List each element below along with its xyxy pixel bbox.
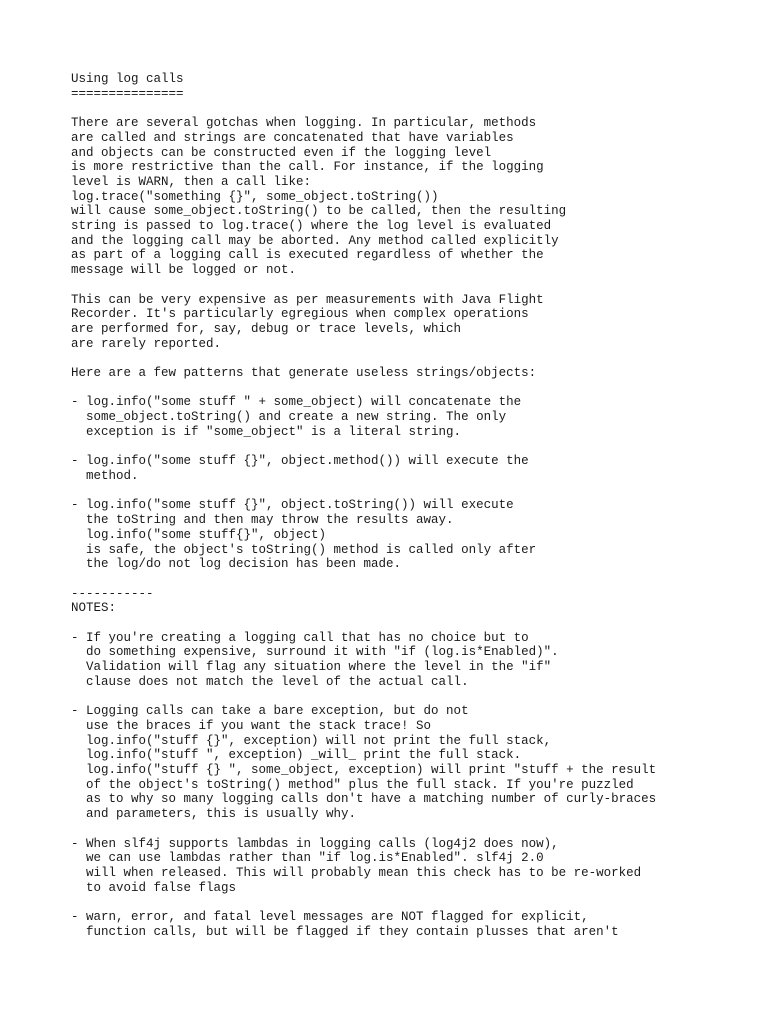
doc-title: Using log calls [71, 72, 184, 86]
intro-paragraph: There are several gotchas when logging. In particular, methods are called and strings are concatenated that have variables and objects can be constructed even if the logging level is more restrictive than the call. For instance, if the logging level is WARN, then a call like: log.trace("something {}", some_object.toString()) will cause some_object.toString() to be called, then the resulting string is passed to log.trace() where the log level is evaluated and the logging call may be aborted. Any method called explicitly as part of a logging call is executed regardless of whether the message will be logged or not. [71, 116, 567, 278]
note-item: - When slf4j supports lambdas in logging calls (log4j2 does now), we can use lambdas rather than "if log.is*Enabled". slf4j 2.0 will when released. This will probably mean this check has to be re-worked to avoid false flags [71, 836, 642, 895]
pattern-item: - log.info("some stuff {}", object.method()) will execute the method. [71, 454, 529, 483]
pattern-item: - log.info("some stuff {}", object.toString()) will execute the toString and then may throw the results away. log.info("some stuff{}", object) is safe, the object's toString() method is called only after the log/do not log decision has been made. [71, 498, 537, 572]
doc-title-underline: =============== [71, 86, 184, 101]
document-page [71, 72, 761, 939]
pattern-item: - log.info("some stuff " + some_object) will concatenate the some_object.toString() and create a new string. The only exception is if "some_object" is a literal string. [71, 395, 522, 439]
note-item: - Logging calls can take a bare exception, but do not use the braces if you want the stack trace! So log.info("stuff {}", exception) will not print the full stack, log.info("stuff ", exception) _will_ print the full stack. log.info("stuff {} ", some_object, exception) will print "stuff + the result of the object's toString() method" plus the full stack. If you're puzzled as to why so many logging calls don't have a matching number of curly-braces and parameters, this is usually why. [71, 704, 657, 822]
section-separator: ----------- [71, 586, 154, 601]
notes-heading: NOTES: [71, 601, 117, 616]
note-item: - If you're creating a logging call that has no choice but to do something expensive, surround it with "if (log.is*Enabled)". Validation will flag any situation where the level in the "if" clause does not match the level of the actual call. [71, 630, 559, 689]
expense-paragraph: This can be very expensive as per measurements with Java Flight Recorder. It's particularly egregious when complex operations are performed for, say, debug or trace levels, which are rarely reported. [71, 292, 544, 351]
note-item: - warn, error, and fatal level messages are NOT flagged for explicit, function calls, but will be flagged if they contain plusses that aren't [71, 910, 619, 939]
patterns-heading: Here are a few patterns that generate useless strings/objects: [71, 366, 537, 381]
document-text [71, 72, 761, 939]
